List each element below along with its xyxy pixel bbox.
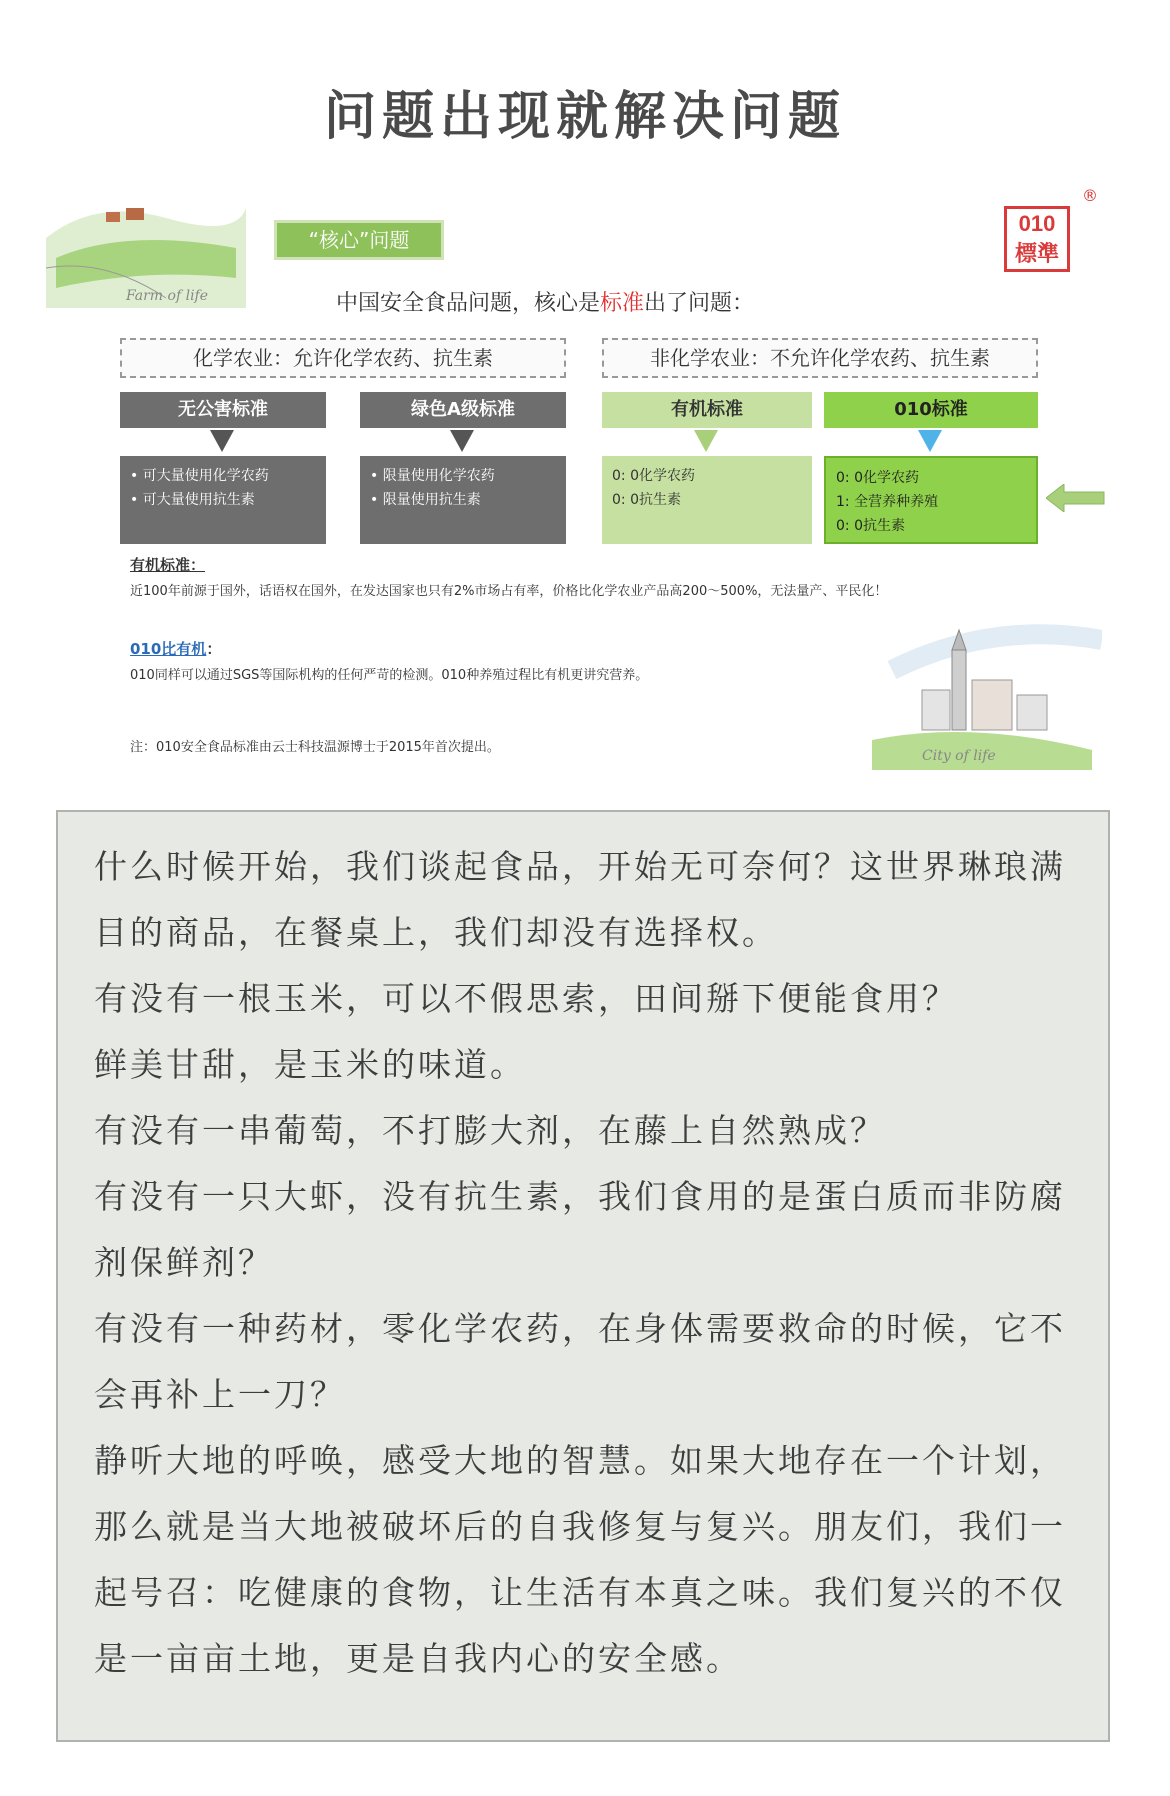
paragraph: 有没有一种药材，零化学农药，在身体需要救命的时候，它不会再补上一刀？ [94, 1309, 1066, 1414]
standard-item: • 限量使用化学农药 [370, 468, 495, 484]
standard-item: • 可大量使用抗生素 [130, 492, 255, 508]
registered-mark: ® [1082, 186, 1098, 205]
standard-label-010: 010标准 [824, 392, 1038, 428]
city-caption: City of life [922, 748, 996, 764]
compare-title [130, 638, 221, 659]
chemical-agriculture-header: 化学农业：允许化学农药、抗生素 [120, 338, 566, 378]
paragraph: 有没有一只大虾，没有抗生素，我们食用的是蛋白质而非防腐剂保鲜剂？ [94, 1177, 1066, 1282]
paragraph: 有没有一串葡萄，不打膨大剂，在藤上自然熟成？ [94, 1111, 886, 1150]
standard-item: • 可大量使用化学农药 [130, 468, 269, 484]
standard-label-green-a: 绿色A级标准 [360, 392, 566, 428]
standard-label-organic: 有机标准 [602, 392, 812, 428]
standard-item: 1: 全营养种养殖 [836, 494, 939, 510]
nonchemical-agriculture-header: 非化学农业：不允许化学农药、抗生素 [602, 338, 1038, 378]
footnote: 注：010安全食品标准由云士科技温源博士于2015年首次提出。 [130, 740, 500, 755]
standard-item: 0: 0抗生素 [836, 518, 905, 534]
headline-highlight: 标准 [600, 291, 645, 316]
standard-item: 0: 0抗生素 [612, 492, 681, 508]
paragraph: 静听大地的呼唤，感受大地的智慧。如果大地存在一个计划，那么就是当大地被破坏后的自我修复与复兴。朋友们，我们一起号召：吃健康的食物，让生活有本真之味。我们复兴的不仅是一亩亩土地，更是自我内心的安全感。 [94, 1441, 1066, 1678]
compare-body: 010同样可以通过SGS等国际机构的任何严苛的检测。010种养殖过程比有机更讲究营养。 [130, 668, 649, 683]
standard-item: 0: 0化学农药 [836, 470, 919, 486]
down-arrow-icon [450, 430, 474, 452]
standard-box-wugonghai [120, 456, 326, 544]
paragraph: 有没有一根玉米，可以不假思索，田间掰下便能食用？ [94, 979, 958, 1018]
infographic-slide [46, 178, 1102, 770]
headline-pre: 中国安全食品问题，核心是 [336, 291, 601, 316]
organic-note-title: 有机标准： [130, 556, 206, 574]
compare-title-suffix: ： [206, 640, 222, 658]
standard-box-010 [824, 456, 1038, 544]
paragraph: 什么时候开始，我们谈起食品，开始无可奈何？这世界琳琅满目的商品，在餐桌上，我们却没有选择权。 [94, 847, 1066, 952]
down-arrow-icon [694, 430, 718, 452]
down-arrow-icon [918, 430, 942, 452]
standard-label-wugonghai: 无公害标准 [120, 392, 326, 428]
down-arrow-icon [210, 430, 234, 452]
headline-post: 出了问题： [644, 291, 755, 316]
core-issue-tag: “核心”问题 [274, 220, 444, 260]
paragraph: 鲜美甘甜，是玉米的味道。 [94, 1045, 526, 1084]
compare-title-link: 010比有机 [130, 640, 207, 658]
standard-box-organic [602, 456, 812, 544]
standard-item: • 限量使用抗生素 [370, 492, 481, 508]
headline [336, 286, 754, 317]
standard-item: 0: 0化学农药 [612, 468, 695, 484]
farm-caption: Farm of life [126, 288, 209, 304]
left-arrow-icon [1046, 484, 1106, 512]
farm-illustration [46, 178, 246, 308]
organic-note-body: 近100年前源于国外，话语权在国外，在发达国家也只有2%市场占有率，价格比化学农业产品高200～500%，无法量产、平民化！ [130, 584, 888, 599]
city-illustration [852, 610, 1102, 770]
text-panel [56, 810, 1110, 1742]
standard-box-green-a [360, 456, 566, 544]
page-title: 问题出现就解决问题 [323, 87, 846, 147]
brand-logo: 010 標準 [1004, 206, 1070, 272]
